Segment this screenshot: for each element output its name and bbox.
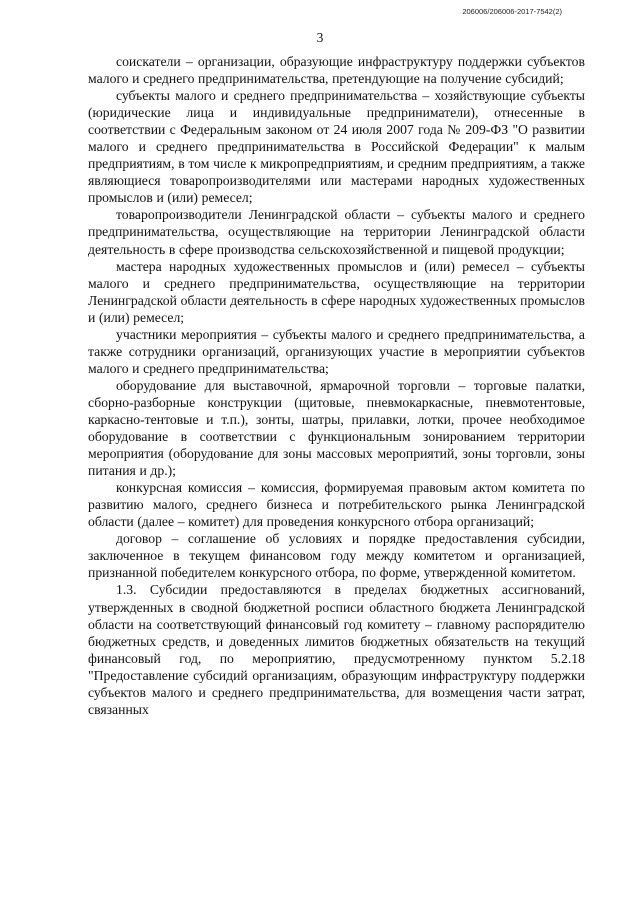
page-number: 3	[316, 30, 324, 45]
paragraph-applicants: соискатели – организации, образующие инфраструктуру поддержки субъектов малого и среднего предпринимательства, претендующие на получение субсидий;	[88, 54, 585, 87]
document-id: 206006/206006-2017-7542(2)	[462, 7, 562, 16]
paragraph-craft-masters: мастера народных художественных промыслов и (или) ремесел – субъекты малого и среднего предпринимательства, осуществляющие на территории Ленинградской области деятельность в сфере народных художественных промыслов и (или) ремесел;	[88, 258, 585, 325]
document-body	[88, 53, 585, 718]
paragraph-event-participants: участники мероприятия – субъекты малого и среднего предпринимательства, а также сотрудники организаций, организующих участие в мероприятии субъектов малого и среднего предпринимательства;	[88, 326, 585, 376]
paragraph-competition-commission: конкурсная комиссия – комиссия, формируемая правовым актом комитета по развитию малого, среднего бизнеса и потребительского рынка Ленинградской области (далее – комитет) для проведения конкурсного отбора организаций;	[88, 480, 585, 530]
paragraph-trade-equipment: оборудование для выставочной, ярмарочной торговли – торговые палатки, сборно-разборные конструкции (щитовые, пневмокаркасные, пневмотентовые, каркасно-тентовые и т.п.), зонты, шатры, прилавки, лотки, прочее необходимое оборудование в соответствии с функциональным зонированием территории мероприятия (оборудование для зоны массовых мероприятий, зоны торговли, зоны питания и др.);	[88, 377, 585, 479]
paragraph-agreement: договор – соглашение об условиях и порядке предоставления субсидии, заключенное в текущем финансовом году между комитетом и организацией, признанной победителем конкурсного отбора, по форме, утвержденной комитетом.	[88, 531, 585, 581]
paragraph-section-1-3: 1.3. Субсидии предоставляются в пределах бюджетных ассигнований, утвержденных в сводной бюджетной росписи областного бюджета Ленинградской области на соответствующий финансовый год комитету – главному распорядителю бюджетных средств, и доведенных лимитов бюджетных обязательств на текущий финансовый год, по мероприятию, предусмотренному пунктом 5.2.18 "Предоставление субсидий организациям, образующим инфраструктуру поддержки субъектов малого и среднего предпринимательства, для возмещения части затрат, связанных	[88, 582, 585, 717]
paragraph-sme-definition: субъекты малого и среднего предпринимательства – хозяйствующие субъекты (юридические лица и индивидуальные предприниматели), отнесенные в соответствии с Федеральным законом от 24 июля 2007 года № 209-ФЗ "О развитии малого и среднего предпринимательства в Российской Федерации" к малым предприятиям, в том числе к микропредприятиям, и средним предприятиям, а также являющиеся товаропроизводителями или мастерами народных художественных промыслов и (или) ремесел;	[88, 88, 585, 206]
paragraph-producers: товаропроизводители Ленинградской области – субъекты малого и среднего предпринимательства, осуществляющие на территории Ленинградской области деятельность в сфере производства сельскохозяйственной и пищевой продукции;	[88, 207, 585, 257]
